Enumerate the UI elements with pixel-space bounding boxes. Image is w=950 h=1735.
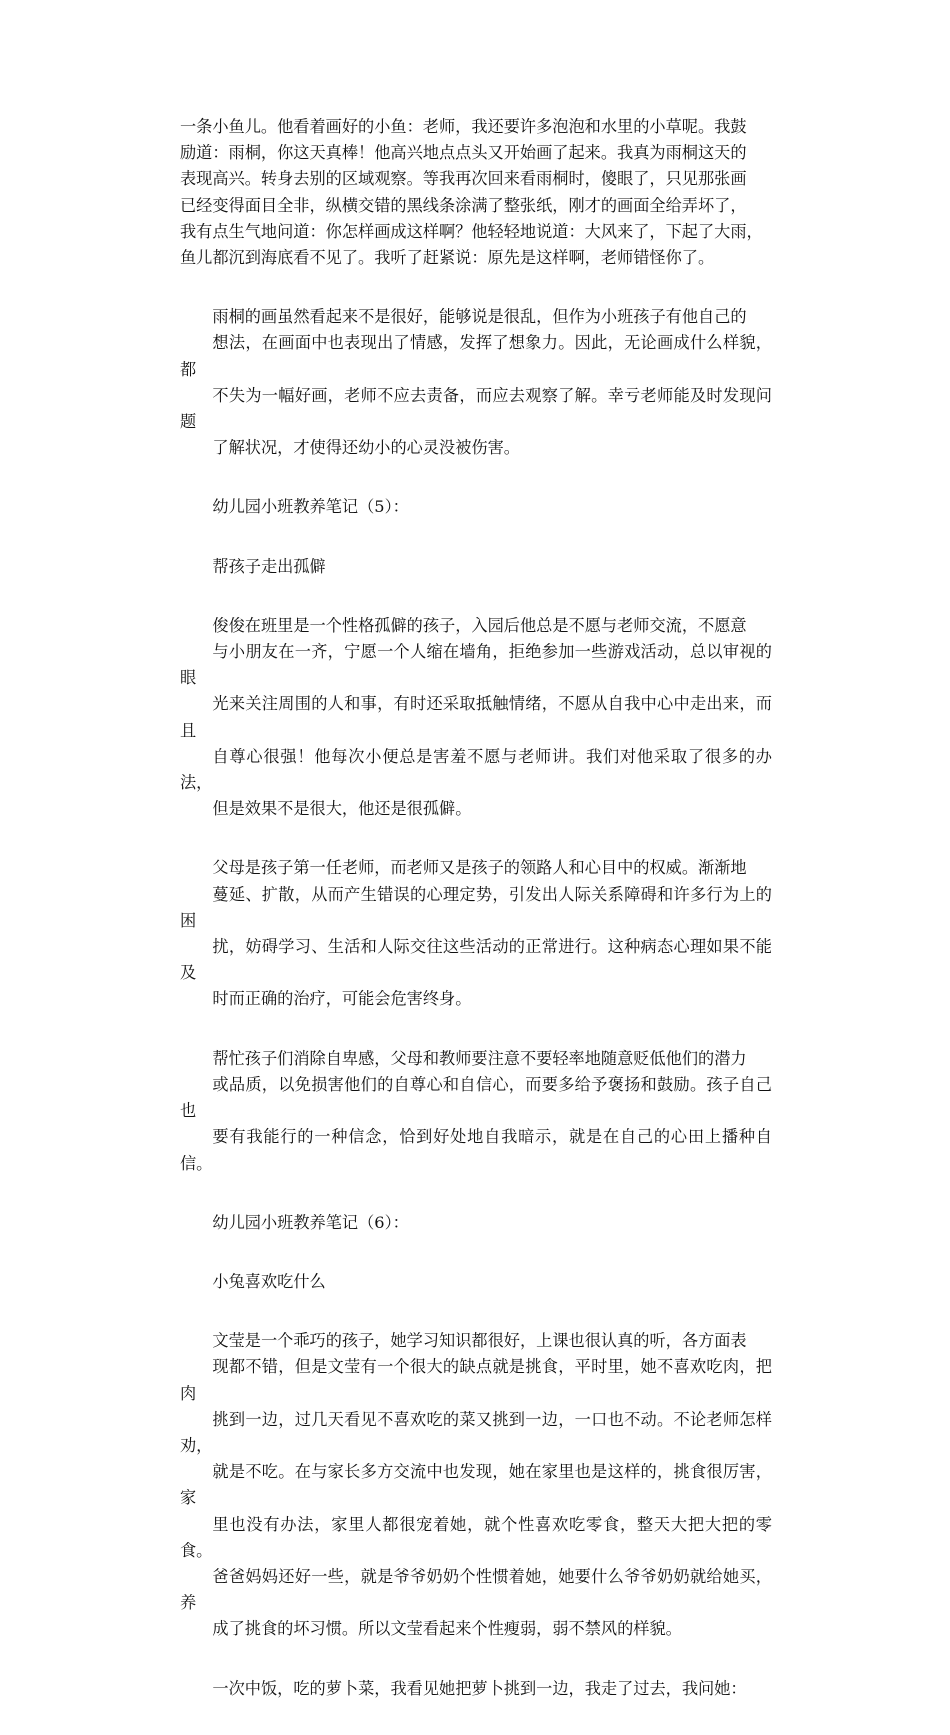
paragraph-line: 里也没有办法，家里人都很宠着她，就个性喜欢吃零食，整天大把大把的零食。 [180,1514,772,1560]
paragraph-line: 蔓延、扩散，从而产生错误的心理定势，引发出人际关系障碍和许多行为上的困 [180,884,772,930]
paragraph-line: 要有我能行的一种信念，恰到好处地自我暗示，就是在自己的心田上播种自信。 [180,1127,772,1173]
paragraph-line: 雨桐的画虽然看起来不是很好，能够说是很乱，但作为小班孩子有他自己的 [212,307,747,327]
paragraph-line: 但是效果不是很大，他还是很孤僻。 [212,799,472,819]
body-paragraph [180,304,772,461]
body-paragraph [180,114,772,271]
paragraph-line: 爸爸妈妈还好一些，就是爷爷奶奶个性惯着她，她要什么爷爷奶奶就给她买，养 [180,1566,772,1613]
paragraph-line: 或品质，以免损害他们的自尊心和自信心，而要多给予褒扬和鼓励。孩子自己也 [180,1074,772,1121]
paragraph-line: 表现高兴。转身去别的区域观察。等我再次回来看雨桐时，傻眼了，只见那张画 [180,169,747,189]
paragraph-line: 就是不吃。在与家长多方交流中也发现，她在家里也是这样的，挑食很厉害，家 [180,1462,772,1508]
paragraph-line: 一次中饭，吃的萝卜菜，我看见她把萝卜挑到一边，我走了过去，我问她： [212,1678,747,1698]
body-paragraph [180,613,772,823]
paragraph-line: 一条小鱼儿。他看着画好的小鱼：老师，我还要许多泡泡和水里的小草呢。我鼓 [180,117,747,136]
paragraph-line: 不失为一幅好画，老师不应去责备，而应去观察了解。幸亏老师能及时发现问题 [180,385,772,432]
paragraph-line: 光来关注周围的人和事，有时还采取抵触情绪，不愿从自我中心中走出来，而且 [180,694,772,740]
body-paragraph [180,855,772,1012]
paragraph-line: 父母是孩子第一任老师，而老师又是孩子的领路人和心目中的权威。渐渐地 [212,858,747,878]
paragraph-line: 了解状况，才使得还幼小的心灵没被伤害。 [212,438,520,458]
paragraph-line: 帮忙孩子们消除自卑感，父母和教师要注意不要轻率地随意贬低他们的潜力 [212,1048,747,1068]
paragraph-line: 俊俊在班里是一个性格孤僻的孩子，入园后他总是不愿与老师交流，不愿意 [212,615,747,635]
paragraph-line: 励道：雨桐，你这天真棒！他高兴地点点头又开始画了起来。我真为雨桐这天的 [180,143,747,163]
paragraph-line: 已经变得面目全非，纵横交错的黑线条涂满了整张纸，刚才的画面全给弄坏了， [180,195,747,215]
paragraph-line: 现都不错，但是文莹有一个很大的缺点就是挑食，平时里，她不喜欢吃肉，把肉 [180,1357,772,1403]
paragraph-line: 挑到一边，过几天看见不喜欢吃的菜又挑到一边，一口也不动。不论老师怎样劝， [180,1409,772,1455]
section-heading: 幼儿园小班教养笔记（6）： [212,1212,409,1232]
paragraph-line: 自尊心很强！他每次小便总是害羞不愿与老师讲。我们对他采取了很多的办法， [180,746,772,793]
section-heading: 小兔喜欢吃什么 [212,1271,326,1291]
document-body [180,114,772,1735]
paragraph-line: 时而正确的治疗，可能会危害终身。 [212,989,472,1009]
paragraph-line: 与小朋友在一齐，宁愿一个人缩在墙角，拒绝参加一些游戏活动，总以审视的眼 [180,642,772,688]
body-paragraph [180,1676,772,1702]
paragraph-line: 扰，妨碍学习、生活和人际交往这些活动的正常进行。这种病态心理如果不能及 [180,937,772,983]
paragraph-line: 文莹是一个乖巧的孩子，她学习知识都很好，上课也很认真的听，各方面表 [212,1331,747,1351]
section-heading: 幼儿园小班教养笔记（5）： [212,497,409,517]
body-paragraph [180,1046,772,1177]
paragraph-line: 鱼儿都沉到海底看不见了。我听了赶紧说：原先是这样啊，老师错怪你了。 [180,248,715,268]
paragraph-line: 想法，在画面中也表现出了情感，发挥了想象力。因此，无论画成什么样貌，都 [180,333,772,379]
body-paragraph [180,1328,772,1642]
paragraph-line: 成了挑食的坏习惯。所以文莹看起来个性瘦弱，弱不禁风的样貌。 [212,1619,682,1639]
paragraph-line: 我有点生气地问道：你怎样画成这样啊？他轻轻地说道：大风来了，下起了大雨， [180,221,763,241]
section-heading: 帮孩子走出孤僻 [212,556,326,576]
